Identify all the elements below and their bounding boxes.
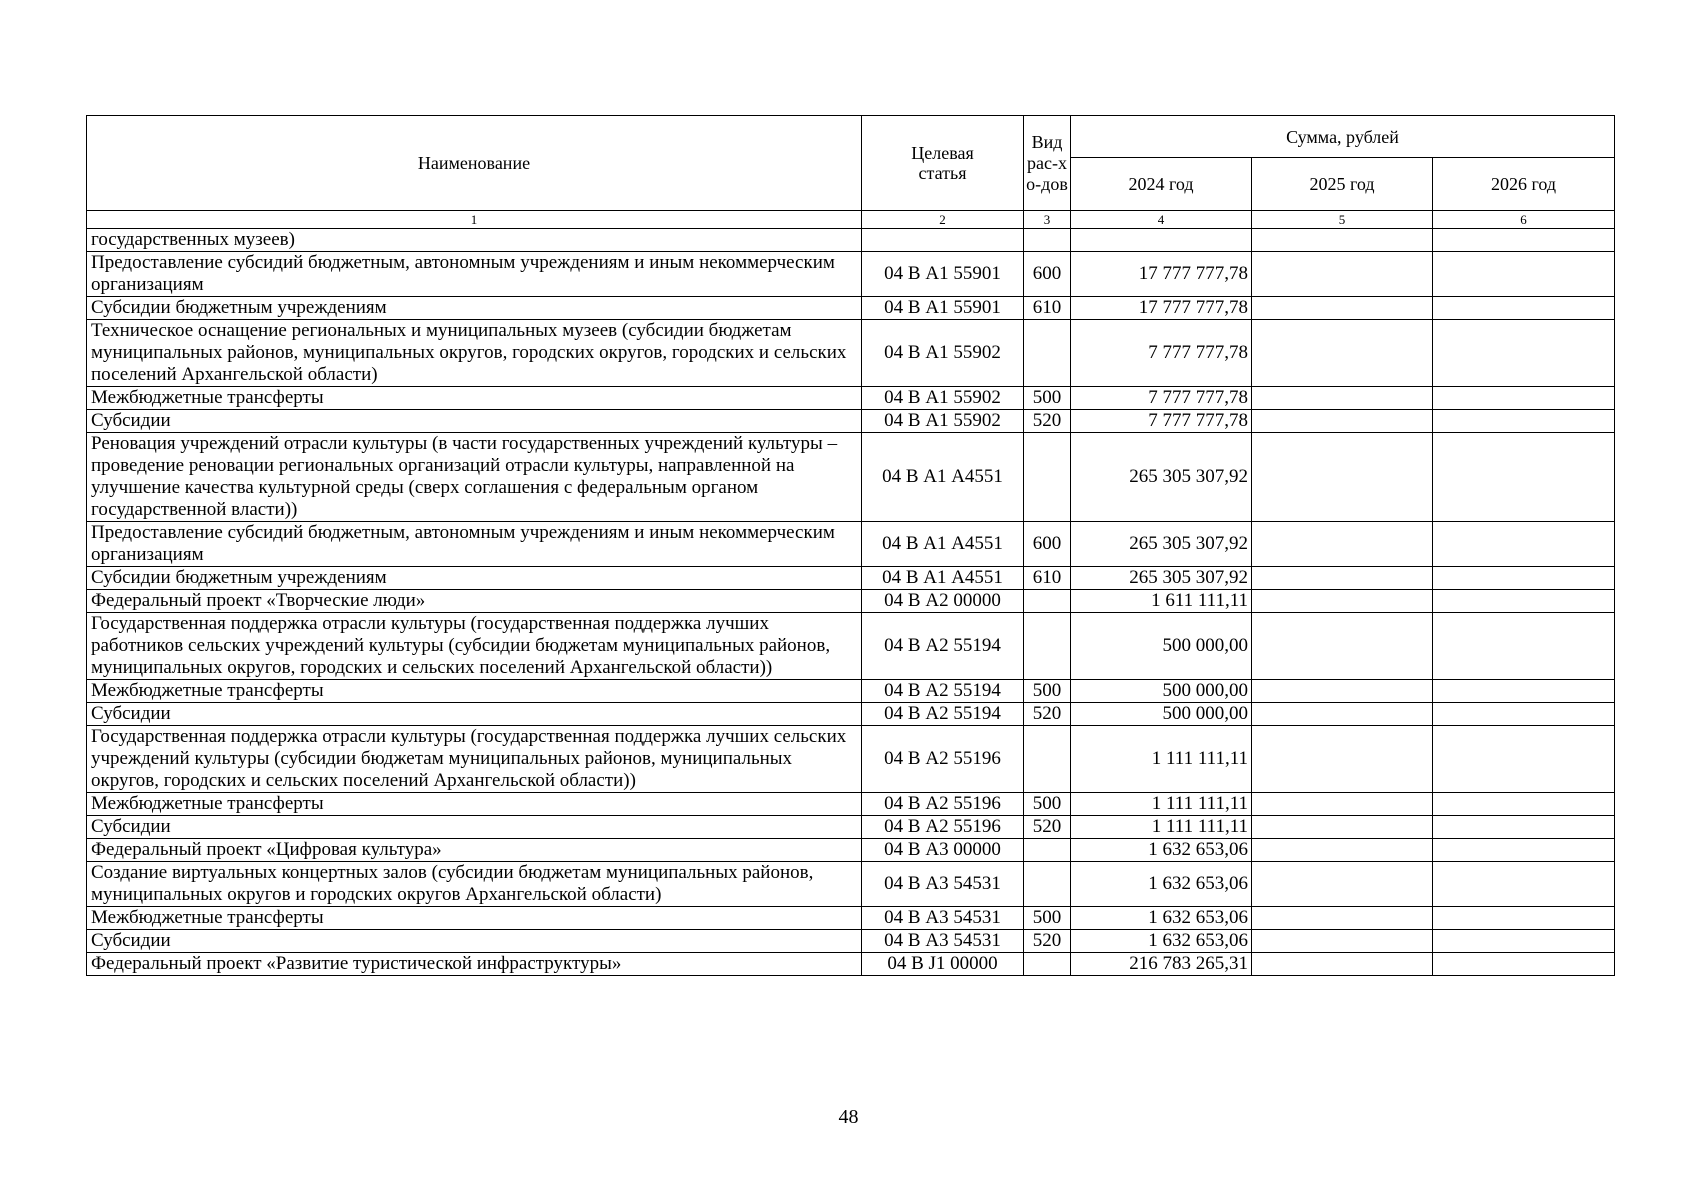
- table-row: [87, 793, 1615, 816]
- row-name-cell: Субсидии: [87, 703, 862, 726]
- row-target-article-cell: 04 В А1 А4551: [862, 567, 1024, 590]
- row-sum-2024-cell: 265 305 307,92: [1071, 567, 1252, 590]
- row-sum-2024-cell: 1 632 653,06: [1071, 907, 1252, 930]
- row-name-cell: Субсидии: [87, 410, 862, 433]
- row-sum-2024-cell: [1071, 229, 1252, 252]
- row-sum-2025-cell: [1252, 680, 1433, 703]
- row-sum-2025-cell: [1252, 252, 1433, 297]
- table-row: [87, 590, 1615, 613]
- row-expense-kind-cell: 500: [1024, 680, 1071, 703]
- row-sum-2024-cell: 1 111 111,11: [1071, 793, 1252, 816]
- table-row: [87, 410, 1615, 433]
- row-expense-kind-cell: [1024, 862, 1071, 907]
- page-number: 48: [838, 1106, 859, 1128]
- row-target-article-cell: 04 В А1 55901: [862, 297, 1024, 320]
- row-sum-2026-cell: [1433, 839, 1615, 862]
- row-sum-2026-cell: [1433, 297, 1615, 320]
- row-sum-2025-cell: [1252, 703, 1433, 726]
- row-target-article-cell: 04 В А1 55902: [862, 387, 1024, 410]
- row-sum-2026-cell: [1433, 320, 1615, 387]
- row-sum-2025-cell: [1252, 229, 1433, 252]
- row-expense-kind-cell: [1024, 613, 1071, 680]
- row-name-cell: Межбюджетные трансферты: [87, 387, 862, 410]
- row-sum-2025-cell: [1252, 930, 1433, 953]
- row-sum-2024-cell: 1 632 653,06: [1071, 930, 1252, 953]
- table-row: [87, 839, 1615, 862]
- table-row: [87, 320, 1615, 387]
- table-row: [87, 953, 1615, 976]
- row-sum-2024-cell: 500 000,00: [1071, 613, 1252, 680]
- table-row: [87, 297, 1615, 320]
- row-target-article-cell: 04 В А1 55901: [862, 252, 1024, 297]
- row-sum-2025-cell: [1252, 522, 1433, 567]
- row-expense-kind-cell: [1024, 229, 1071, 252]
- row-sum-2026-cell: [1433, 252, 1615, 297]
- row-name-cell: Предоставление субсидий бюджетным, автономным учреждениям и иным некоммерческим организациям: [87, 522, 862, 567]
- row-sum-2026-cell: [1433, 703, 1615, 726]
- row-expense-kind-cell: [1024, 590, 1071, 613]
- row-name-cell: Межбюджетные трансферты: [87, 793, 862, 816]
- header-year-2025: 2025 год: [1252, 158, 1433, 211]
- column-numbers-row: [87, 211, 1615, 229]
- header-year-2026: 2026 год: [1433, 158, 1615, 211]
- row-sum-2024-cell: 265 305 307,92: [1071, 522, 1252, 567]
- row-target-article-cell: 04 В А3 54531: [862, 907, 1024, 930]
- row-sum-2024-cell: 1 632 653,06: [1071, 862, 1252, 907]
- row-name-cell: Субсидии бюджетным учреждениям: [87, 567, 862, 590]
- row-expense-kind-cell: 600: [1024, 252, 1071, 297]
- table-row: [87, 862, 1615, 907]
- header-expense-kind: [1024, 116, 1071, 211]
- row-sum-2024-cell: 265 305 307,92: [1071, 433, 1252, 522]
- header-sum-group: Сумма, рублей: [1071, 116, 1615, 158]
- row-sum-2025-cell: [1252, 297, 1433, 320]
- row-target-article-cell: 04 В А2 55196: [862, 793, 1024, 816]
- row-expense-kind-cell: 520: [1024, 703, 1071, 726]
- row-name-cell: Федеральный проект «Цифровая культура»: [87, 839, 862, 862]
- table-row: [87, 433, 1615, 522]
- row-sum-2024-cell: 500 000,00: [1071, 703, 1252, 726]
- row-sum-2026-cell: [1433, 680, 1615, 703]
- table-row: [87, 229, 1615, 252]
- row-sum-2024-cell: 1 611 111,11: [1071, 590, 1252, 613]
- row-name-cell: Реновация учреждений отрасли культуры (в части государственных учреждений культуры – проведение реновации региональных организаций отрасли культуры, направленной на улучшение качества культурной среды (сверх соглашения с федеральным органом государственной власти)): [87, 433, 862, 522]
- column-number: 2: [862, 211, 1024, 229]
- row-sum-2025-cell: [1252, 862, 1433, 907]
- row-sum-2024-cell: 7 777 777,78: [1071, 410, 1252, 433]
- table-row: [87, 816, 1615, 839]
- header-name: Наименование: [87, 116, 862, 211]
- row-target-article-cell: 04 В А1 55902: [862, 320, 1024, 387]
- column-number: 3: [1024, 211, 1071, 229]
- row-expense-kind-cell: 500: [1024, 793, 1071, 816]
- row-name-cell: Создание виртуальных концертных залов (субсидии бюджетам муниципальных районов, муниципальных округов и городских округов Архангельской области): [87, 862, 862, 907]
- row-sum-2026-cell: [1433, 953, 1615, 976]
- row-target-article-cell: 04 В А1 55902: [862, 410, 1024, 433]
- row-name-cell: Государственная поддержка отрасли культуры (государственная поддержка лучших сельских учреждений культуры (субсидии бюджетам муниципальных районов, муниципальных округов, городских и сельских поселений Архангельской области)): [87, 726, 862, 793]
- row-expense-kind-cell: 520: [1024, 930, 1071, 953]
- row-expense-kind-cell: 500: [1024, 907, 1071, 930]
- row-expense-kind-cell: [1024, 726, 1071, 793]
- table-row: [87, 522, 1615, 567]
- row-expense-kind-cell: 610: [1024, 567, 1071, 590]
- row-sum-2026-cell: [1433, 862, 1615, 907]
- row-sum-2025-cell: [1252, 839, 1433, 862]
- row-target-article-cell: 04 В А2 55196: [862, 726, 1024, 793]
- row-sum-2025-cell: [1252, 387, 1433, 410]
- row-expense-kind-cell: 600: [1024, 522, 1071, 567]
- row-sum-2024-cell: 1 632 653,06: [1071, 839, 1252, 862]
- row-sum-2025-cell: [1252, 590, 1433, 613]
- row-sum-2024-cell: 500 000,00: [1071, 680, 1252, 703]
- row-sum-2025-cell: [1252, 953, 1433, 976]
- row-sum-2024-cell: 7 777 777,78: [1071, 320, 1252, 387]
- row-sum-2024-cell: 17 777 777,78: [1071, 297, 1252, 320]
- row-expense-kind-cell: 520: [1024, 410, 1071, 433]
- column-number: 4: [1071, 211, 1252, 229]
- row-sum-2026-cell: [1433, 522, 1615, 567]
- row-name-cell: Государственная поддержка отрасли культуры (государственная поддержка лучших работников сельских учреждений культуры (субсидии бюджетам муниципальных районов, муниципальных округов, городских и сельских поселений Архангельской области)): [87, 613, 862, 680]
- header-year-2024: 2024 год: [1071, 158, 1252, 211]
- row-sum-2026-cell: [1433, 387, 1615, 410]
- row-name-cell: Федеральный проект «Творческие люди»: [87, 590, 862, 613]
- row-target-article-cell: 04 В А2 55194: [862, 703, 1024, 726]
- row-name-cell: Предоставление субсидий бюджетным, автономным учреждениям и иным некоммерческим организациям: [87, 252, 862, 297]
- table-row: [87, 726, 1615, 793]
- row-expense-kind-cell: [1024, 320, 1071, 387]
- row-name-cell: Межбюджетные трансферты: [87, 680, 862, 703]
- column-number: 1: [87, 211, 862, 229]
- column-number: 6: [1433, 211, 1615, 229]
- row-sum-2026-cell: [1433, 410, 1615, 433]
- budget-table: [86, 115, 1615, 976]
- table-row: [87, 387, 1615, 410]
- row-sum-2026-cell: [1433, 930, 1615, 953]
- row-sum-2025-cell: [1252, 613, 1433, 680]
- row-sum-2026-cell: [1433, 907, 1615, 930]
- row-sum-2026-cell: [1433, 613, 1615, 680]
- table-row: [87, 680, 1615, 703]
- row-name-cell: Субсидии бюджетным учреждениям: [87, 297, 862, 320]
- row-sum-2025-cell: [1252, 793, 1433, 816]
- table-row: [87, 930, 1615, 953]
- header-target-article-text: Целевая статья: [911, 143, 974, 183]
- row-target-article-cell: 04 В А2 55196: [862, 816, 1024, 839]
- row-sum-2024-cell: 1 111 111,11: [1071, 726, 1252, 793]
- table-row: [87, 907, 1615, 930]
- row-sum-2025-cell: [1252, 320, 1433, 387]
- row-sum-2026-cell: [1433, 590, 1615, 613]
- row-target-article-cell: 04 В А1 А4551: [862, 433, 1024, 522]
- row-target-article-cell: 04 В А3 54531: [862, 930, 1024, 953]
- table-header: [87, 116, 1615, 229]
- row-sum-2026-cell: [1433, 726, 1615, 793]
- row-name-cell: Субсидии: [87, 816, 862, 839]
- row-sum-2026-cell: [1433, 433, 1615, 522]
- row-sum-2025-cell: [1252, 816, 1433, 839]
- table-row: [87, 567, 1615, 590]
- row-expense-kind-cell: 500: [1024, 387, 1071, 410]
- row-target-article-cell: 04 В А3 00000: [862, 839, 1024, 862]
- table-row: [87, 703, 1615, 726]
- row-expense-kind-cell: [1024, 953, 1071, 976]
- table-row: [87, 252, 1615, 297]
- row-sum-2024-cell: 17 777 777,78: [1071, 252, 1252, 297]
- row-expense-kind-cell: 610: [1024, 297, 1071, 320]
- row-target-article-cell: 04 В J1 00000: [862, 953, 1024, 976]
- row-name-cell: Техническое оснащение региональных и муниципальных музеев (субсидии бюджетам муниципальных районов, муниципальных округов, городских округов, городских и сельских поселений Архангельской области): [87, 320, 862, 387]
- row-sum-2025-cell: [1252, 410, 1433, 433]
- row-target-article-cell: 04 В А2 55194: [862, 680, 1024, 703]
- row-target-article-cell: 04 В А1 А4551: [862, 522, 1024, 567]
- row-sum-2024-cell: 1 111 111,11: [1071, 816, 1252, 839]
- row-target-article-cell: [862, 229, 1024, 252]
- row-sum-2026-cell: [1433, 567, 1615, 590]
- row-sum-2024-cell: 216 783 265,31: [1071, 953, 1252, 976]
- header-expense-kind-text: Вид рас-хо-дов: [1026, 131, 1068, 194]
- row-target-article-cell: 04 В А2 55194: [862, 613, 1024, 680]
- row-name-cell: Межбюджетные трансферты: [87, 907, 862, 930]
- row-sum-2025-cell: [1252, 907, 1433, 930]
- row-sum-2026-cell: [1433, 793, 1615, 816]
- row-expense-kind-cell: [1024, 433, 1071, 522]
- row-name-cell: государственных музеев): [87, 229, 862, 252]
- row-sum-2026-cell: [1433, 229, 1615, 252]
- table-row: [87, 613, 1615, 680]
- row-target-article-cell: 04 В А2 00000: [862, 590, 1024, 613]
- row-sum-2026-cell: [1433, 816, 1615, 839]
- row-name-cell: Федеральный проект «Развитие туристической инфраструктуры»: [87, 953, 862, 976]
- header-target-article: [862, 116, 1024, 211]
- row-expense-kind-cell: [1024, 839, 1071, 862]
- row-expense-kind-cell: 520: [1024, 816, 1071, 839]
- row-sum-2025-cell: [1252, 726, 1433, 793]
- table-body: [87, 229, 1615, 976]
- row-target-article-cell: 04 В А3 54531: [862, 862, 1024, 907]
- row-name-cell: Субсидии: [87, 930, 862, 953]
- row-sum-2025-cell: [1252, 567, 1433, 590]
- column-number: 5: [1252, 211, 1433, 229]
- row-sum-2024-cell: 7 777 777,78: [1071, 387, 1252, 410]
- row-sum-2025-cell: [1252, 433, 1433, 522]
